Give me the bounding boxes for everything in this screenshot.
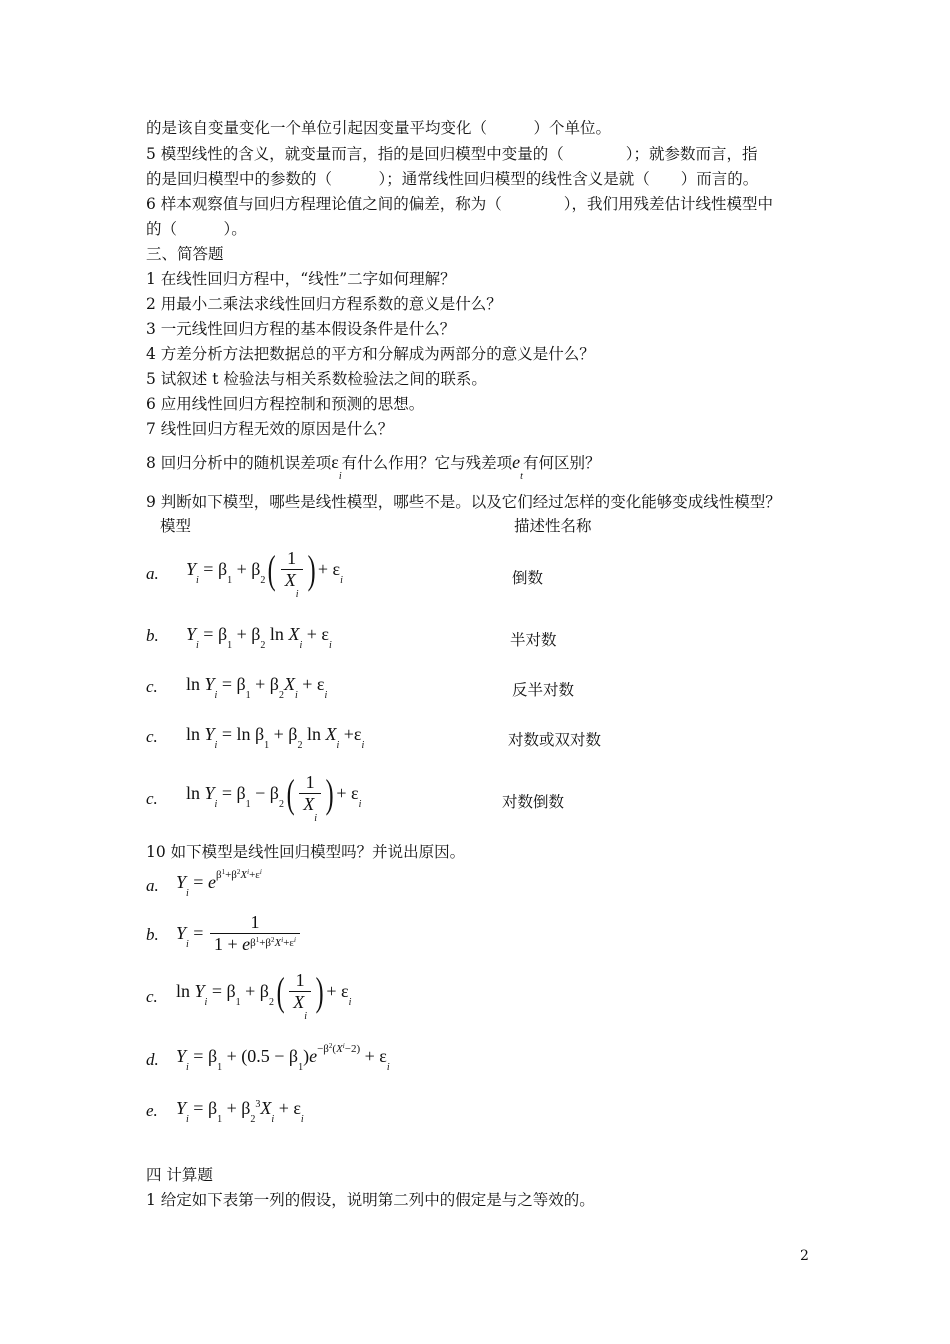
- question-7: 7 线性回归方程无效的原因是什么？: [146, 420, 394, 438]
- model10-d-equation: Y i = β 1 + (0.5 − β 1 ) e $-\beta^2(X^i-2)$ + ε i: [176, 1041, 390, 1073]
- model10-d-label: d.: [146, 1050, 159, 1069]
- question-3: 3 一元线性回归方程的基本假设条件是什么？: [146, 320, 456, 338]
- question-8: [146, 452, 601, 482]
- model-c1-equation: ln Y i = β 1 + β 2 X i + ε i: [186, 674, 328, 701]
- question-8-part1: 8 回归分析中的随机误差项: [146, 454, 332, 472]
- question-2: 2 用最小二乘法求线性回归方程系数的意义是什么？: [146, 295, 502, 313]
- question-9: 9 判断如下模型，哪些是线性模型，哪些不是。以及它们经过怎样的变化能够变成线性模型？: [146, 493, 781, 511]
- question-4: 4 方差分析方法把数据总的平方和分解成为两部分的意义是什么？: [146, 345, 595, 363]
- model-a-equation: Y i = β 1 + β 2 ( $\frac{1}{X_i}$ ) + ε i: [186, 546, 343, 600]
- model10-c-equation: ln Y i = β 1 + β 2 ( $\frac{1}{X_i}$ ) + ε i: [176, 968, 352, 1022]
- page-number: 2: [800, 1248, 809, 1264]
- model-c3-label: c.: [146, 789, 158, 808]
- model-c2-label: c.: [146, 727, 158, 746]
- fill-line-5: 的（ ）。: [146, 220, 247, 238]
- model10-b-label: b.: [146, 925, 159, 944]
- fill-line-4: 6 样本观察值与回归方程理论值之间的偏差，称为（ ），我们用残差估计线性模型中: [146, 195, 774, 213]
- section4-title: 四 计算题: [146, 1166, 213, 1184]
- model10-c-label: c.: [146, 987, 158, 1006]
- model10-e-equation: Y i = β 1 + β 2 3 X i + ε i: [176, 1098, 304, 1125]
- model-c1-desc: 反半对数: [512, 681, 575, 699]
- model10-e-label: e.: [146, 1101, 158, 1120]
- model10-b-equation: Y i = $\frac{1}{1 + e^{\beta^1+\beta^2X^i+\varepsilon^i}}$: [176, 912, 302, 955]
- model10-a-equation: Y i = e $\beta^1+\beta^2X^i+\varepsilon^i$: [176, 867, 262, 899]
- question-8-part2: 有什么作用？它与残差项: [341, 454, 513, 472]
- model-c2-desc: 对数或双对数: [508, 731, 602, 749]
- model-a-label: a.: [146, 564, 159, 583]
- section4-question-1: 1 给定如下表第一列的假设，说明第二列中的假定是与之等效的。: [146, 1191, 595, 1209]
- residual-symbol: $e_t$: [512, 452, 523, 482]
- model-b-label: b.: [146, 626, 159, 645]
- question-1: 1 在线性回归方程中，“线性”二字如何理解？: [146, 270, 456, 288]
- section3-title: 三、简答题: [146, 245, 224, 263]
- question-5: 5 试叙述 t 检验法与相关系数检验法之间的联系。: [146, 370, 487, 388]
- model-c1-label: c.: [146, 677, 158, 696]
- question-10: 10 如下模型是线性回归模型吗？并说出原因。: [146, 843, 466, 861]
- column-header-model: 模型: [160, 517, 192, 535]
- fill-line-3: 的是回归模型中的参数的（ ）；通常线性回归模型的线性含义是就（ ）而言的。: [146, 170, 759, 188]
- model-c3-desc: 对数倒数: [502, 793, 565, 811]
- model-b-equation: Y i = β 1 + β 2 ln X i + ε i: [186, 624, 332, 651]
- epsilon-symbol: $\varepsilon_i$: [331, 452, 342, 482]
- column-header-desc: 描述性名称: [514, 517, 592, 535]
- model-c3-equation: ln Y i = β 1 − β 2 ( $\frac{1}{X_i}$ ) + ε i: [186, 770, 362, 824]
- fill-line-1: 的是该自变量变化一个单位引起因变量平均变化（ ）个单位。: [146, 119, 612, 137]
- question-6: 6 应用线性回归方程控制和预测的思想。: [146, 395, 425, 413]
- model-a-desc: 倒数: [512, 569, 544, 587]
- model10-a-label: a.: [146, 876, 159, 895]
- model-c2-equation: ln Y i = ln β 1 + β 2 ln X i +ε i: [186, 724, 365, 751]
- model-b-desc: 半对数: [510, 631, 557, 649]
- question-8-part3: 有何区别？: [522, 454, 601, 472]
- fill-line-2: 5 模型线性的含义，就变量而言，指的是回归模型中变量的（ ）；就参数而言，指: [146, 145, 758, 163]
